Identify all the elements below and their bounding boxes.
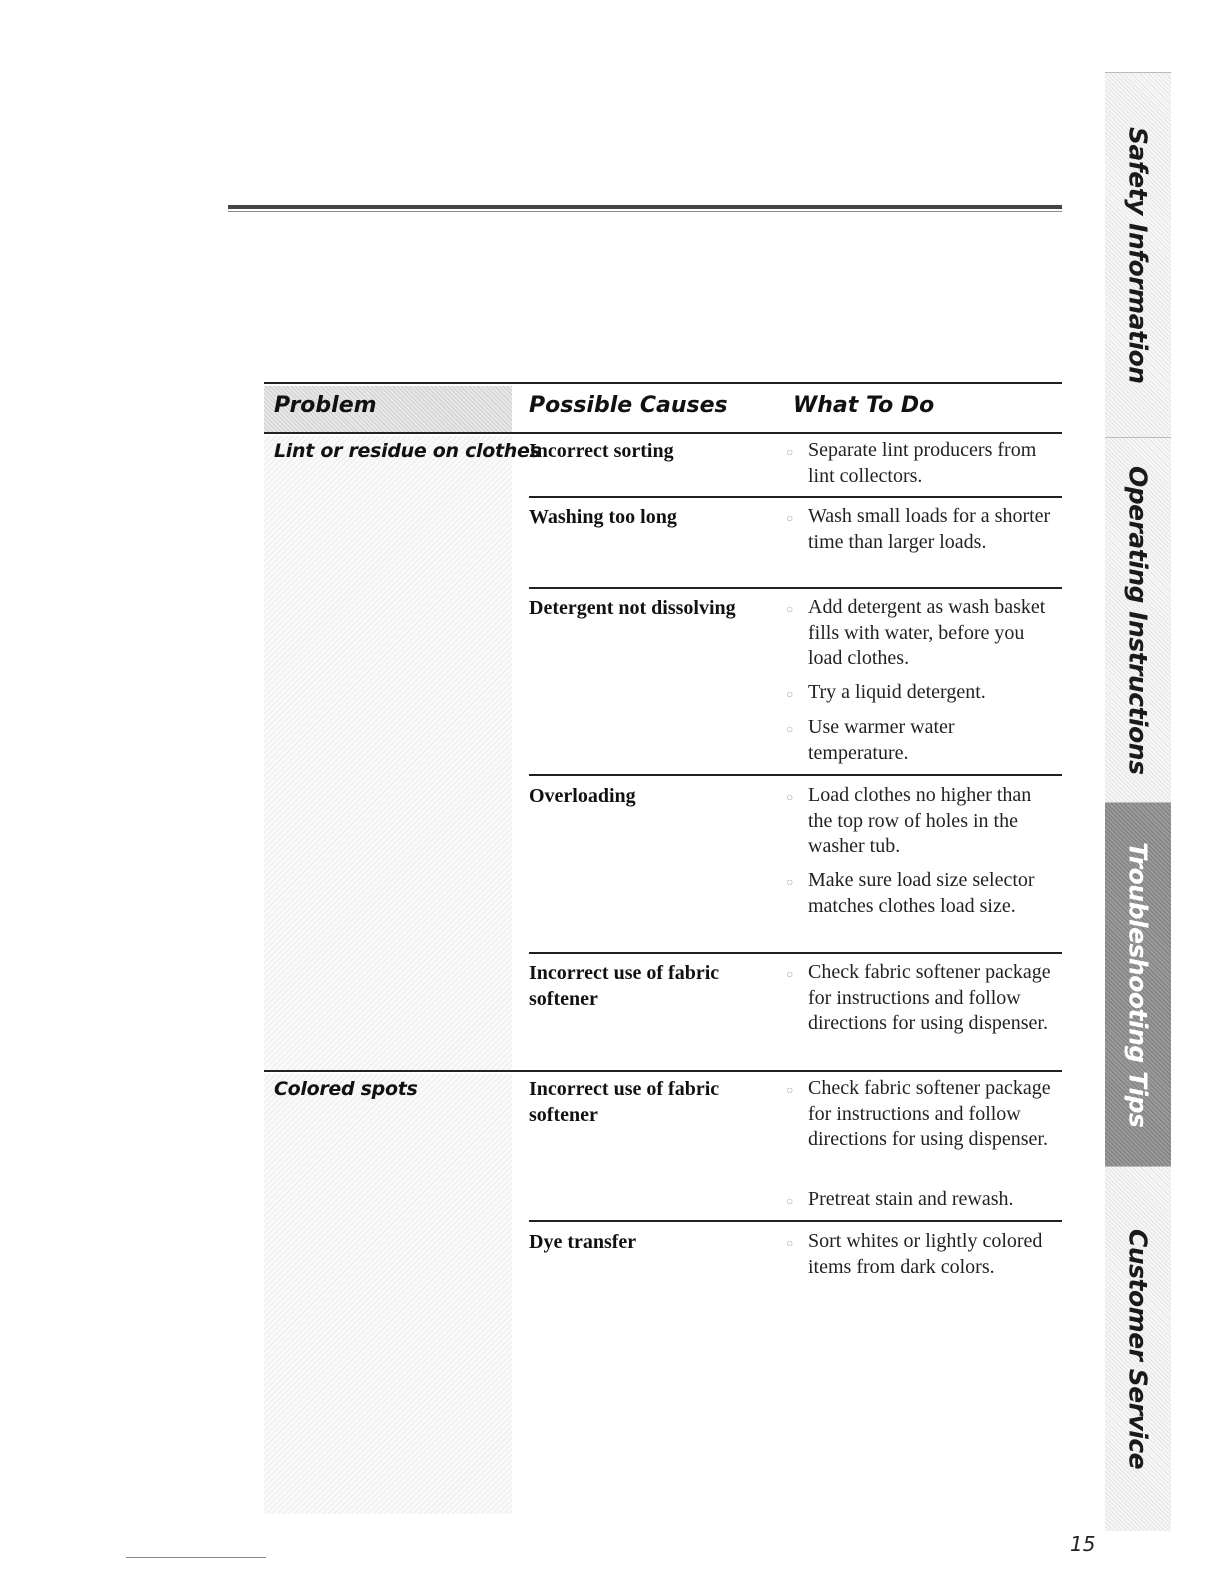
action-item: Pretreat stain and rewash. (808, 1188, 1014, 1210)
row-divider (529, 1220, 1062, 1222)
bullet-icon: ○ (786, 1236, 794, 1250)
action-item: Load clothes no higher than the top row of holes in the washer tub. (808, 784, 1032, 857)
problem-shade-1 (264, 436, 512, 1070)
tab-label: Troubleshooting Tips (1123, 842, 1153, 1128)
action-item: Make sure load size selector matches clothes load size. (808, 869, 1035, 917)
bullet-icon: ○ (786, 511, 794, 525)
row-divider (529, 496, 1062, 498)
tab-customer-service[interactable] (1105, 1166, 1171, 1531)
cause-overloading: Overloading (529, 785, 636, 807)
cause-dye-transfer: Dye transfer (529, 1231, 637, 1253)
bullet-icon: ○ (786, 602, 794, 616)
row-divider (529, 774, 1062, 776)
tab-label: Customer Service (1123, 1228, 1153, 1470)
top-rule-thin (228, 211, 1062, 212)
problem-divider (264, 1070, 1062, 1072)
action-item: Try a liquid detergent. (808, 681, 986, 703)
action-item: Separate lint producers from lint collectors. (808, 439, 1037, 487)
bullet-icon: ○ (786, 790, 794, 804)
bullet-icon: ○ (786, 722, 794, 736)
footer-line (126, 1557, 266, 1558)
problem-colored-spots: Colored spots (274, 1078, 418, 1100)
bullet-icon: ○ (786, 875, 794, 889)
bullet-icon: ○ (786, 967, 794, 981)
action-item: Sort whites or lightly colored items from dark colors. (808, 1230, 1043, 1278)
cause-fabric-softener: Incorrect use of fabric softener (529, 962, 720, 1010)
action-item: Wash small loads for a shorter time than larger loads. (808, 505, 1051, 553)
header-underline (264, 432, 1062, 434)
bullet-icon: ○ (786, 1083, 794, 1097)
cause-washing-too-long: Washing too long (529, 506, 677, 528)
action-item: Add detergent as wash basket fills with water, before you load clothes. (808, 596, 1046, 669)
action-item: Check fabric softener package for instructions and follow directions for using dispenser. (808, 1077, 1051, 1150)
problem-lint-residue: Lint or residue on clothes (274, 440, 541, 462)
page-number: 15 (1070, 1532, 1096, 1556)
row-divider (529, 952, 1062, 954)
top-rule (228, 205, 1062, 209)
action-item: Use warmer water temperature. (808, 716, 955, 764)
tab-operating-instructions[interactable] (1105, 437, 1171, 803)
tab-safety-information[interactable] (1105, 72, 1171, 438)
action-item: Check fabric softener package for instructions and follow directions for using dispenser. (808, 961, 1051, 1034)
tab-label: Operating Instructions (1123, 466, 1153, 775)
header-possible-causes: Possible Causes (529, 393, 728, 418)
row-divider (529, 587, 1062, 589)
header-problem: Problem (274, 393, 377, 418)
bullet-icon: ○ (786, 445, 794, 459)
cause-detergent-not-dissolving: Detergent not dissolving (529, 597, 736, 619)
bullet-icon: ○ (786, 1194, 794, 1208)
table-top-rule (264, 382, 1062, 384)
problem-shade-2 (264, 1074, 512, 1514)
tab-troubleshooting-tips[interactable] (1105, 802, 1171, 1167)
tab-label: Safety Information (1123, 127, 1153, 384)
cause-fabric-softener: Incorrect use of fabric softener (529, 1078, 720, 1126)
cause-incorrect-sorting: Incorrect sorting (529, 440, 674, 462)
header-what-to-do: What To Do (793, 393, 935, 418)
bullet-icon: ○ (786, 687, 794, 701)
